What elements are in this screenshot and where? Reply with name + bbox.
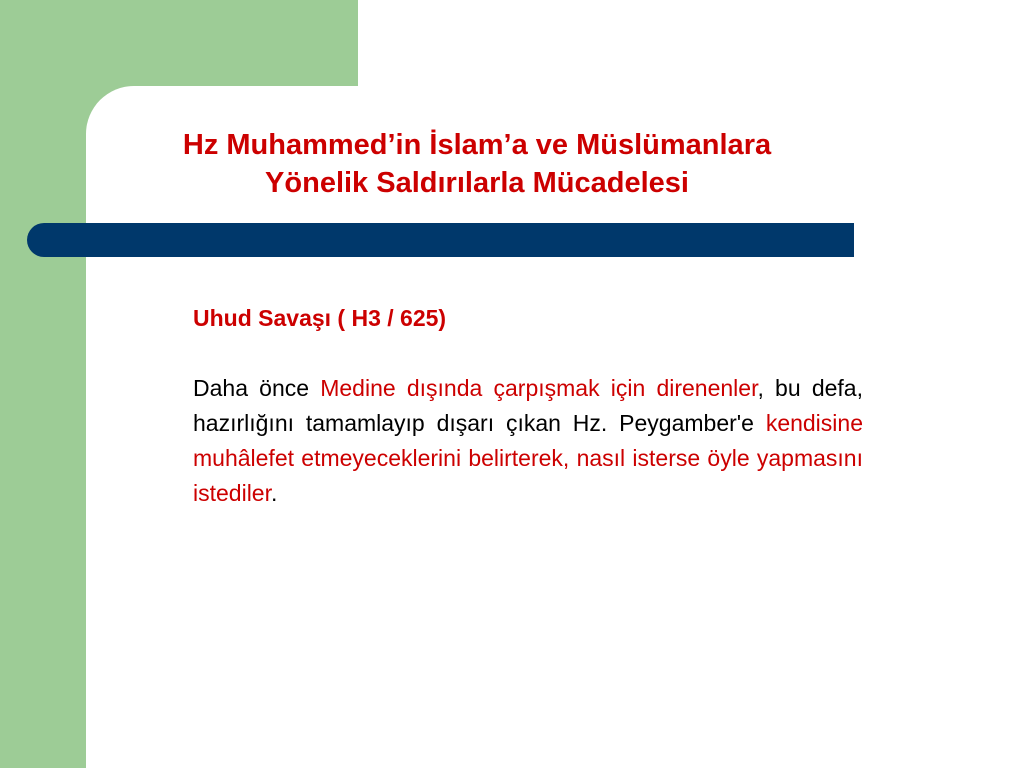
paragraph-segment: Daha önce: [193, 375, 321, 401]
paragraph-segment-emphasis: Medine dışında çarpışmak için direnenler: [320, 375, 758, 401]
slide-body: [193, 301, 863, 511]
paragraph-segment-emphasis: kendisine muhâlefet etmeyeceklerini belirterek, nasıl isterse öyle yapmasını istediler: [193, 410, 863, 506]
slide-title: [86, 126, 868, 202]
paragraph-segment: , bu defa, hazırlığını tamamlayıp dışarı çıkan Hz. Peygamber'e: [193, 375, 863, 436]
paragraph-segment: .: [270, 480, 278, 506]
slide-title-line-1: Hz Muhammed’in İslam’a ve Müslümanlara: [182, 129, 772, 161]
body-paragraph: [193, 371, 863, 511]
section-heading: Uhud Savaşı ( H3 / 625): [193, 305, 447, 331]
slide-title-line-2: Yönelik Saldırılarla Mücadelesi: [265, 167, 689, 199]
title-divider-bar: [27, 223, 854, 257]
